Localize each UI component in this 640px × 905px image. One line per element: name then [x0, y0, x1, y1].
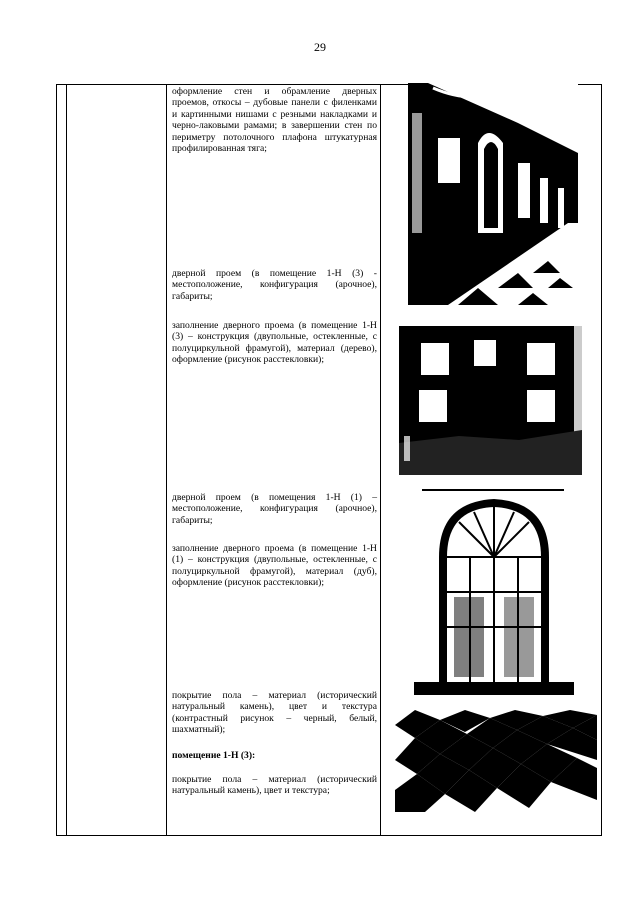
arched-glazed-door-photo: [414, 487, 574, 695]
room-heading-1n3: помещение 1-Н (3):: [172, 750, 256, 761]
column-divider-2: [166, 84, 167, 836]
checkered-floor-photo: [395, 710, 597, 812]
column-divider-1: [66, 84, 67, 836]
page-number: 29: [314, 40, 326, 54]
door-fill-1n3-description: заполнение дверного проема (в помещение 1-Н (3) – конструкция (двупольные, остекленные, с полуциркульной фрамугой), материал (дерево), оформление (рисунок расстекловки);: [172, 320, 377, 366]
corridor-with-panels-photo: [408, 83, 578, 305]
walls-description: оформление стен и обрамление дверных проемов, откосы – дубовые панели с филенками и картинными нишами с резными накладками и черно-лаковыми рамами; в завершении стен по периметру потолочного плафона штукатурная профилированная тяга;: [172, 86, 377, 155]
table-border-left: [56, 84, 57, 836]
doorway-1n3-description: дверной проем (в помещение 1-Н (3) - местоположение, конфигурация (арочное), габариты;: [172, 268, 377, 302]
table-border-right: [601, 84, 602, 836]
door-fill-1n1-description: заполнение дверного проема (в помещение 1-Н (1) – конструкция (двупольные, остекленные, с полуциркульной фрамугой), материал (дуб), оформление (рисунок расстекловки);: [172, 543, 377, 589]
column-divider-3: [380, 84, 381, 836]
doorway-1n1-description: дверной проем (в помещения 1-Н (1) – местоположение, конфигурация (арочное), габариты;: [172, 492, 377, 526]
paneled-wall-photo: [399, 318, 582, 475]
floor-covering-description: покрытие пола – материал (исторический натуральный камень), цвет и текстура (контрастный рисунок – черный, белый, шахматный);: [172, 690, 377, 736]
table-border-bottom: [56, 835, 602, 836]
floor-covering-1n3-description: покрытие пола – материал (исторический натуральный камень), цвет и текстура;: [172, 774, 377, 797]
